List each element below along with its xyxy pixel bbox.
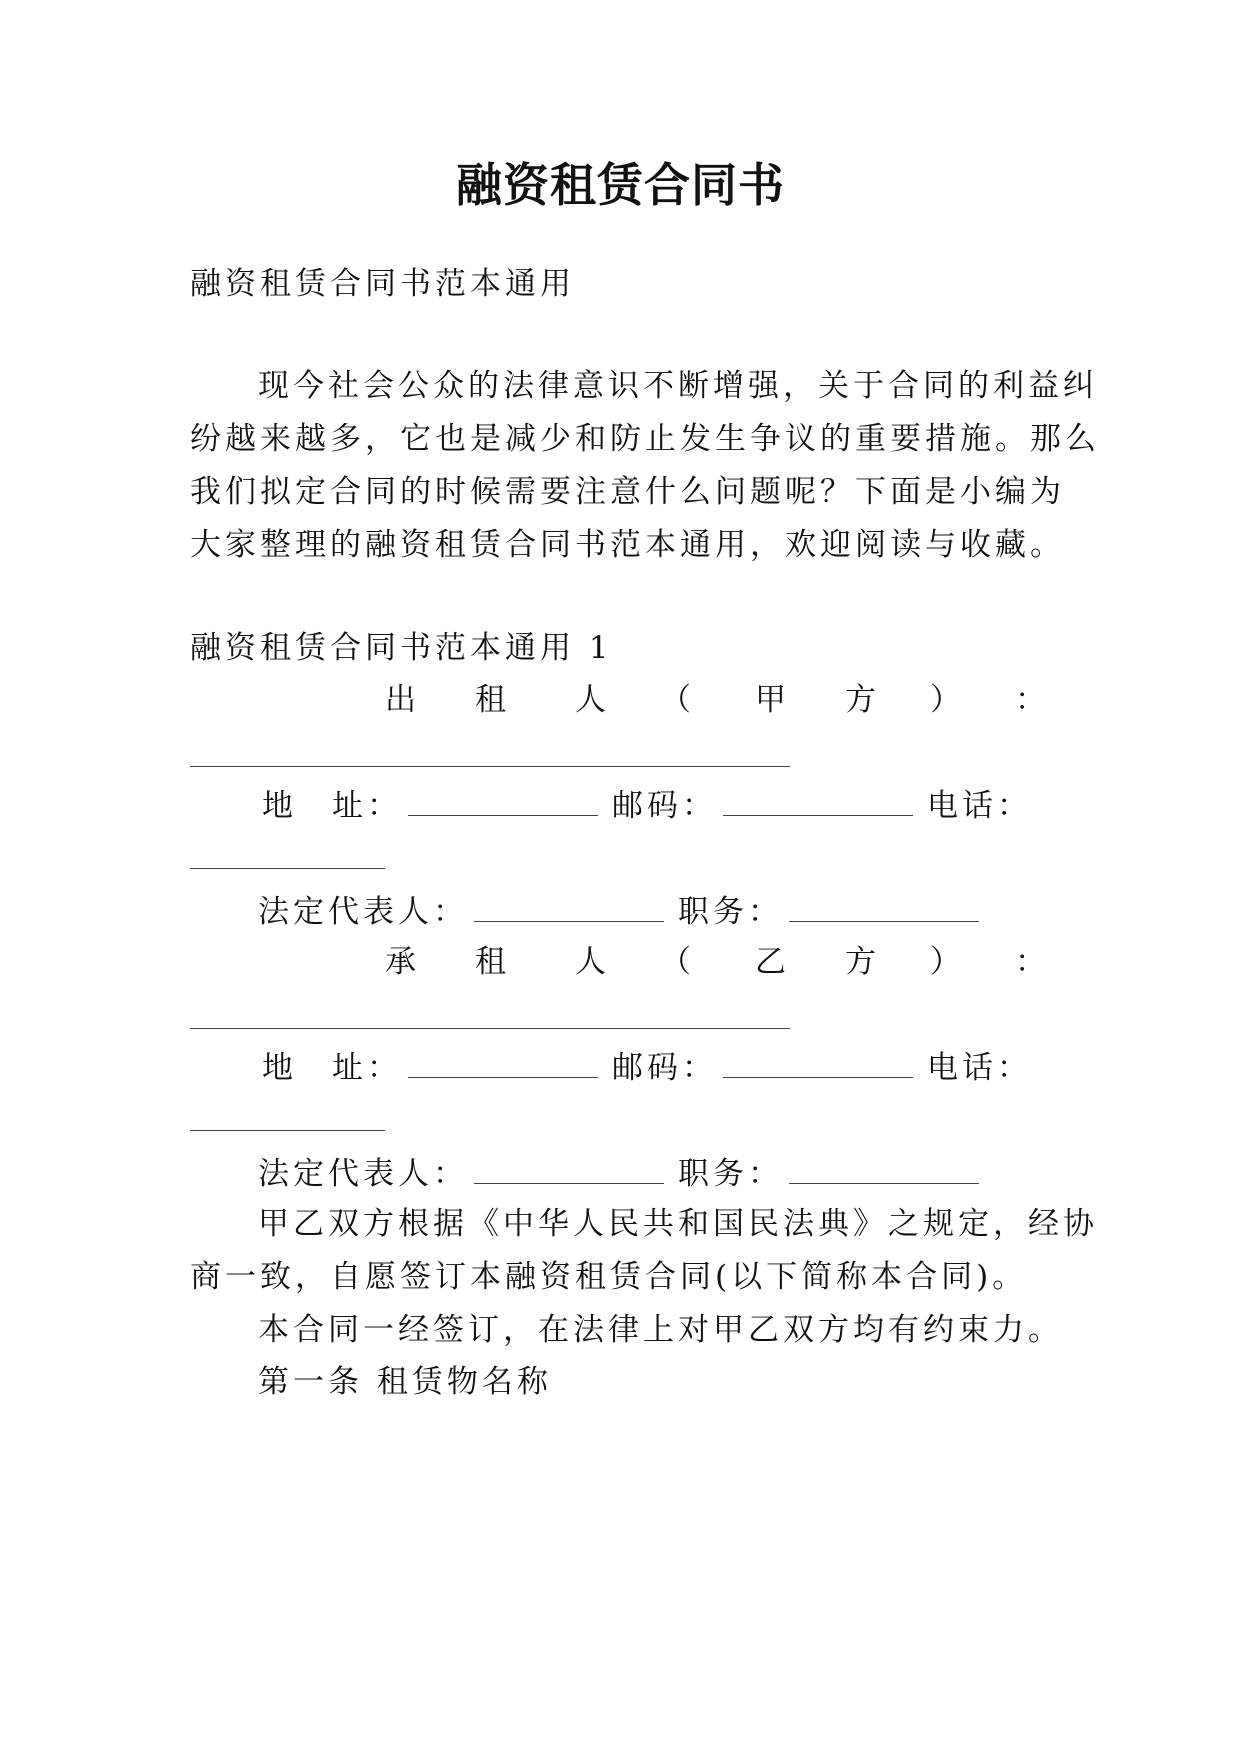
legal-rep-label: 法定代表人： — [258, 1156, 468, 1192]
intro-line-2: 纷越来越多，它也是减少和防止发生争议的重要措施。那么 — [190, 421, 1100, 457]
article-1-heading: 第一条 租赁物名称 — [258, 1364, 552, 1400]
lessee-rep-row — [258, 1150, 993, 1198]
section-heading: 融资租赁合同书范本通用 1 — [190, 630, 613, 666]
lessor-char: （ — [660, 682, 691, 718]
address-label: 地 址： — [262, 1050, 402, 1086]
phone-label: 电话： — [927, 1050, 1032, 1086]
intro-line-1: 现今社会公众的法律意识不断增强，关于合同的利益纠 — [258, 368, 1098, 404]
document-subtitle: 融资租赁合同书范本通用 — [190, 266, 575, 302]
position-label: 职务： — [678, 894, 783, 930]
intro-line-3: 我们拟定合同的时候需要注意什么问题呢？下面是小编为 — [190, 474, 1065, 510]
lessor-char: 出 — [385, 682, 416, 718]
legal-rep-label: 法定代表人： — [258, 894, 468, 930]
postcode-blank — [723, 785, 913, 816]
lessor-char: 方 — [845, 682, 876, 718]
lessee-char: 人 — [575, 944, 606, 980]
postcode-blank — [723, 1047, 913, 1078]
lessee-char: ） — [930, 944, 961, 980]
body-line-3: 本合同一经签订，在法律上对甲乙双方均有约束力。 — [258, 1312, 1063, 1348]
lessor-char: ） — [930, 682, 961, 718]
lessor-name-blank — [190, 766, 790, 767]
lessor-rep-row — [258, 888, 993, 936]
lessee-char: 承 — [385, 944, 416, 980]
lessee-phone-blank — [190, 1130, 385, 1131]
lessee-char: 租 — [475, 944, 506, 980]
document-title: 融资租赁合同书 — [456, 158, 785, 212]
lessor-phone-blank — [190, 868, 385, 869]
address-blank — [408, 785, 598, 816]
lessee-address-row — [262, 1044, 1032, 1092]
body-line-1: 甲乙双方根据《中华人民共和国民法典》之规定，经协 — [258, 1206, 1098, 1242]
lessor-char: 租 — [475, 682, 506, 718]
legal-rep-blank — [474, 1153, 664, 1184]
lessor-char: 人 — [575, 682, 606, 718]
lessee-char: 乙 — [755, 944, 786, 980]
position-label: 职务： — [678, 1156, 783, 1192]
postcode-label: 邮码： — [612, 1050, 717, 1086]
position-blank — [789, 891, 979, 922]
legal-rep-blank — [474, 891, 664, 922]
lessee-name-blank — [190, 1028, 790, 1029]
body-line-2: 商一致，自愿签订本融资租赁合同(以下简称本合同)。 — [190, 1259, 1028, 1295]
intro-line-4: 大家整理的融资租赁合同书范本通用，欢迎阅读与收藏。 — [190, 527, 1065, 563]
lessee-char: ： — [1015, 944, 1046, 980]
position-blank — [789, 1153, 979, 1184]
lessee-char: （ — [660, 944, 691, 980]
postcode-label: 邮码： — [612, 788, 717, 824]
address-label: 地 址： — [262, 788, 402, 824]
lessor-char: 甲 — [755, 682, 786, 718]
lessor-char: ： — [1015, 682, 1046, 718]
lessor-address-row — [262, 782, 1032, 830]
phone-label: 电话： — [927, 788, 1032, 824]
address-blank — [408, 1047, 598, 1078]
lessee-char: 方 — [845, 944, 876, 980]
